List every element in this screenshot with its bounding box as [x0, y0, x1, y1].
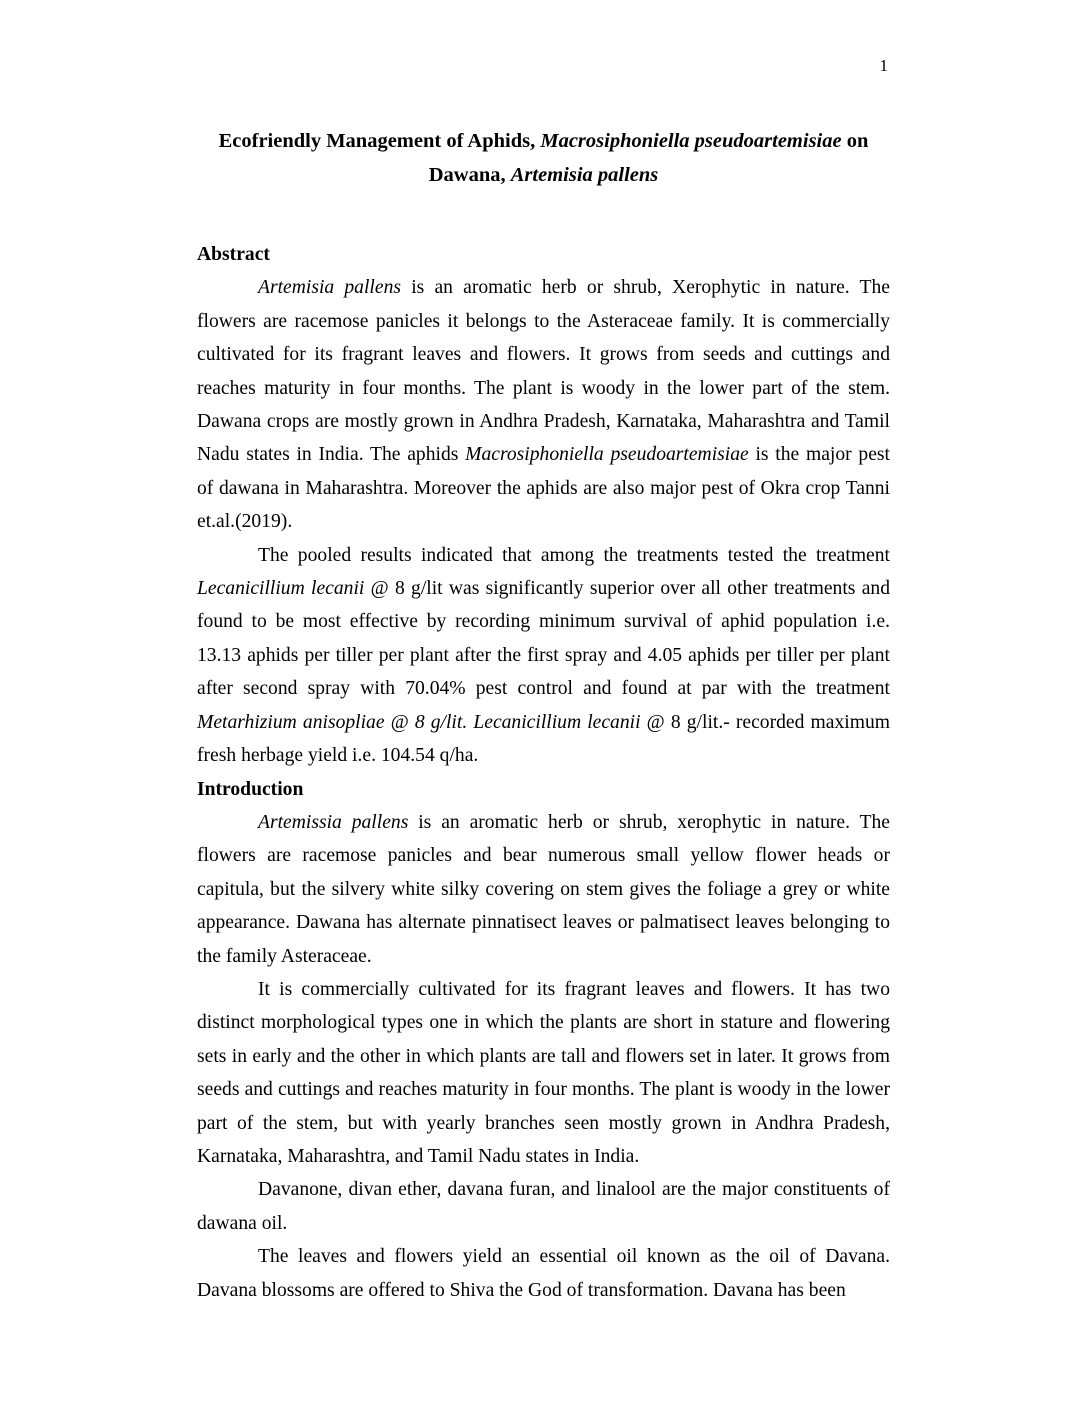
text-run: Macrosiphoniella pseudoartemisiae — [465, 444, 749, 466]
text-run: Macrosiphoniella pseudoartemisiae — [540, 130, 842, 152]
text-run: is an aromatic herb or shrub, xerophytic in nature. The flowers are racemose panicles and bear numerous small yellow flower heads or capitula, but the silvery white silky covering on stem gives the foliage a grey or white appearance. Dawana has alternate pinnatisect leaves or palmatisect leaves belonging to the family Asteraceae. — [197, 811, 890, 967]
text-run: It is commercially cultivated for its fragrant leaves and flowers. It has two distinct morphological types one in which the plants are short in stature and flowering sets in early and the other in which plants are tall and flowers set in later. It grows from seeds and cuttings and reaches maturity in four months. The plant is woody in the lower part of the stem, but with yearly branches seen mostly grown in Andhra Pradesh, Karnataka, Maharashtra, and Tamil Nadu states in India. — [197, 978, 890, 1167]
paper-title — [197, 124, 890, 192]
section-heading: Introduction — [197, 778, 304, 800]
text-run: @ 8 g/lit.- recorded maximum fresh herbage yield i.e. 104.54 q/ha. — [197, 711, 890, 767]
document-body — [197, 238, 890, 1307]
paragraph — [197, 271, 890, 538]
paragraph — [197, 806, 890, 973]
section-heading: Abstract — [197, 244, 270, 265]
text-run: Artemissia pallens — [258, 811, 409, 833]
text-run: Davanone, divan ether, davana furan, and linalool are the major constituents of dawana oil. — [197, 1179, 890, 1234]
page-number: 1 — [879, 56, 888, 75]
text-run: Artemisia pallens — [258, 277, 401, 299]
text-run: The pooled results indicated that among the treatments tested the treatment — [258, 544, 890, 566]
text-run: Lecanicillium lecanii — [197, 578, 365, 600]
text-run: Metarhizium anisopliae @ 8 g/lit. Lecanicillium lecanii — [197, 711, 641, 733]
text-run: is an aromatic herb or shrub, Xerophytic in nature. The flowers are racemose panicles it belongs to the Asteraceae family. It is commercially cultivated for its fragrant leaves and flowers. It grows from seeds and cuttings and reaches maturity in four months. The plant is woody in the lower part of the stem. Dawana crops are mostly grown in Andhra Pradesh, Karnataka, Maharashtra and Tamil Nadu states in India. The aphids — [197, 277, 890, 466]
paragraph — [197, 1173, 890, 1240]
text-run: The leaves and flowers yield an essential oil known as the oil of Davana. Davana blossoms are offered to Shiva the God of transformation. Davana has been — [197, 1246, 890, 1301]
paragraph — [197, 973, 890, 1173]
text-run: Ecofriendly Management of Aphids, — [218, 130, 541, 152]
text-run: on Dawana, — [428, 130, 869, 186]
paragraph — [197, 1240, 890, 1307]
text-run: is the major pest of dawana in Maharashtra. Moreover the aphids are also major pest of Okra crop Tanni et.al.(2019). — [197, 444, 890, 533]
paragraph — [197, 539, 890, 773]
text-run: Artemisia pallens — [510, 164, 659, 186]
text-run: @ 8 g/lit was significantly superior over all other treatments and found to be most effective by recording minimum survival of aphid population i.e. 13.13 aphids per tiller per plant after the first spray and 4.05 aphids per tiller per plant after second spray with 70.04% pest control and found at par with the treatment — [197, 578, 890, 700]
